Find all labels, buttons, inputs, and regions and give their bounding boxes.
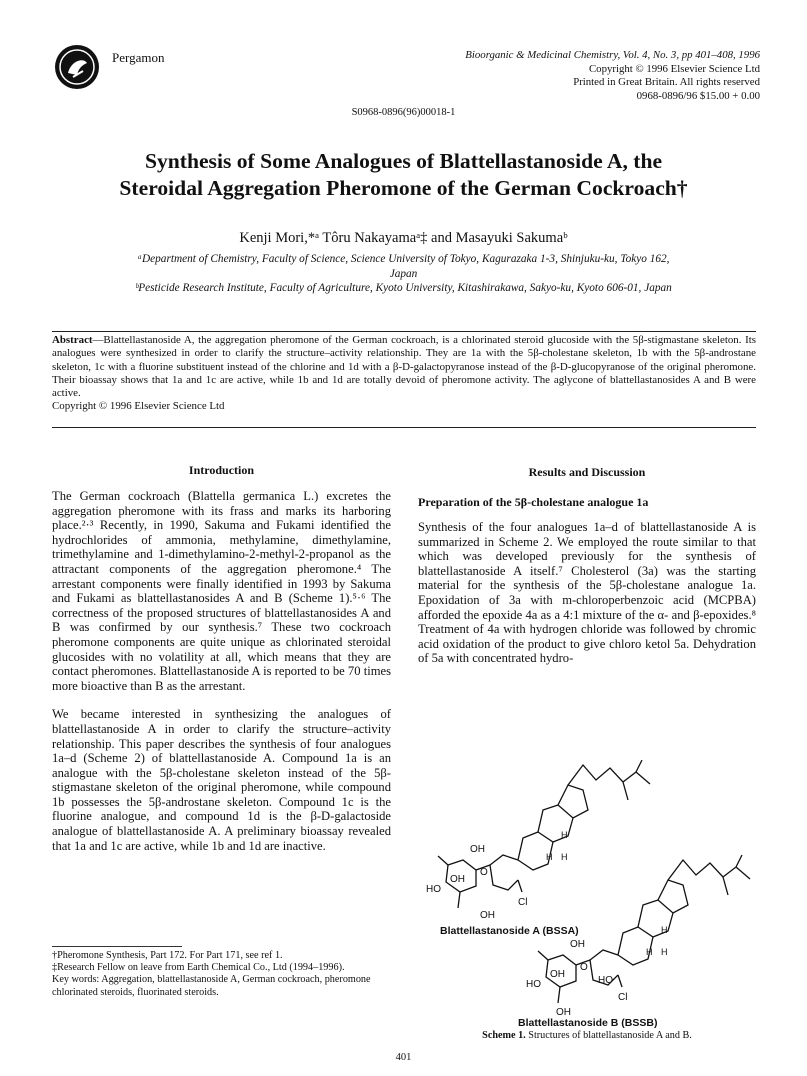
bssa-h-2: H: [546, 852, 553, 862]
intro-paragraph-1: The German cockroach (Blattella germanica L.) excretes the aggregation pheromone with its frass and marks its harboring place.²·³ Recently, in 1990, Sakuma and Fukami identified the hydrochlorides of ammonia, methylamine, dimethylamine, trimethylamine and 1-dimethylamino-2-methyl-2-propanol as the attractant components of the aggregation pheromone.⁴ The arrestant components were finally identified in 1993 by Sakuma and Fukami as blattellastanosides A and B (Scheme 1).⁵·⁶ The correctness of the proposed structures of blattellastanosides A and B was confirmed by our synthesis.⁷ These two cockroach pheromone components are quite unique as chlorinated steroidal glucosides with no volatility at all, which means that they are contact pheromones. Blattellastanoside A is reported to be 70 times more bioactive than B as the arrestant.: [52, 489, 391, 693]
article-identifier: S0968-0896(96)00018-1: [351, 107, 456, 118]
footnotes: [52, 950, 391, 999]
results-heading: Results and Discussion: [528, 465, 646, 479]
bssa-h-3: H: [561, 852, 568, 862]
bssb-oh-bottom: OH: [556, 1007, 571, 1018]
journal-info: [380, 49, 760, 103]
bssa-name: Blattellastanoside A (BSSA): [440, 925, 579, 937]
caption-label: Scheme 1.: [482, 1030, 526, 1041]
affiliation-b: ᵇPesticide Research Institute, Faculty of Agriculture, Kyoto University, Kitashirakawa, Sakyo-ku, Kyoto 606-01, Japan: [135, 282, 672, 294]
introduction-heading: Introduction: [188, 463, 255, 477]
scheme-1-structures: [418, 760, 756, 1030]
bssa-h-1: H: [561, 830, 568, 840]
footnote-rule: [52, 946, 182, 947]
scheme-caption: [418, 1030, 756, 1041]
bssb-h-3: H: [661, 947, 668, 957]
paper-title: [60, 148, 747, 202]
bssb-name: Blattellastanoside B (BSSB): [518, 1017, 658, 1029]
keywords: Key words: Aggregation, blattellastanoside A, German cockroach, pheromone chlorinated steroids, fluorinated steroids.: [52, 974, 371, 998]
bssa-cl: Cl: [518, 897, 528, 908]
bssa-ho: HO: [426, 884, 441, 895]
results-subheading: Preparation of the 5β-cholestane analogue 1a: [418, 495, 649, 509]
bssb-h-1: H: [661, 925, 668, 935]
publisher-name: Pergamon: [112, 50, 165, 65]
bssa-oh-top: OH: [470, 844, 485, 855]
printed-line: Printed in Great Britain. All rights reserved: [573, 76, 760, 89]
footnote-2: ‡Research Fellow on leave from Earth Chemical Co., Ltd (1994–1996).: [52, 962, 345, 974]
abstract-copyright: Copyright © 1996 Elsevier Science Ltd: [52, 400, 225, 413]
affiliation-a-country: Japan: [389, 267, 418, 280]
bssb-ho-left: HO: [526, 979, 541, 990]
page-number: 401: [395, 1052, 412, 1063]
affiliation-a: ᵃDepartment of Chemistry, Faculty of Science, Science University of Tokyo, Kagurazaka 1-3, Shinjuku-ku, Tokyo 162,: [137, 253, 670, 265]
price-line: 0968-0896/96 $15.00 + 0.00: [636, 89, 760, 102]
bssb-cl: Cl: [618, 992, 628, 1003]
results-body: [418, 520, 756, 680]
abstract-bottom-rule: [52, 427, 756, 428]
footnote-1: †Pheromone Synthesis, Part 172. For Part 171, see ref 1.: [52, 950, 283, 961]
bssa-oh-ring: OH: [450, 874, 465, 885]
bssa-o: O: [480, 867, 488, 878]
caption-text: Structures of blattellastanoside A and B.: [525, 1030, 692, 1041]
bssb-ho-right: HO: [598, 975, 613, 986]
bssb-o: O: [580, 962, 588, 973]
abstract-label: Abstract: [52, 334, 93, 346]
abstract-text: —Blattellastanoside A, the aggregation pheromone of the German cockroach, is a chlorinated steroid glucoside with the 5β-stigmastane skeleton. Its analogues were synthesized in order to clarify the structure–activity relationship. They are 1a with the 5β-cholestane skeleton, 1b with the 5β-androstane skeleton, 1c with a fluorine substituent instead of the chlorine and 1d with a β-D-galactopyranose instead of the β-D-glucopyranose of the original pheromone. Their bioassay shows that 1a and 1c are active, while 1b and 1d are totally devoid of pheromone activity. The aglycone of blattellastanosides A and B were active.: [52, 334, 756, 400]
title-line-1: Synthesis of Some Analogues of Blattellastanoside A, the: [144, 149, 663, 173]
author-list: Kenji Mori,*ᵃ Tôru Nakayamaᵃ‡ and Masayuki Sakumaᵇ: [239, 230, 568, 246]
results-paragraph-1: Synthesis of the four analogues 1a–d of blattellastanoside A is summarized in Scheme 2. We employed the route similar to that which was developed previously for the synthesis of blattellastanoside A itself.⁷ Cholesterol (3a) was the starting material for the synthesis of the 5β-cholestane analogue 1a. Epoxidation of 3a with m-chloroperbenzoic acid (MCPBA) afforded the epoxide 4a as a 4:1 mixture of the α- and β-epoxides.⁸ Treatment of 4a with hydrogen chloride was followed by chromic acid oxidation of the product to give chloro ketol 5a. Dehydration of 5a with concentrated hydro-: [418, 520, 756, 666]
copyright-line: Copyright © 1996 Elsevier Science Ltd: [588, 62, 760, 75]
abstract: [52, 334, 756, 414]
abstract-top-rule: [52, 331, 756, 332]
bssb-h-2: H: [646, 947, 653, 957]
pergamon-logo: [53, 43, 101, 91]
bssb-oh-top: OH: [570, 939, 585, 950]
bssa-oh-bottom: OH: [480, 910, 495, 921]
bssb-oh-ring: OH: [550, 969, 565, 980]
introduction-body: [52, 489, 391, 867]
intro-paragraph-2: We became interested in synthesizing the analogues of blattellastanoside A in order to clarify the structure–activity relationship. This paper describes the synthesis of four analogues 1a–d (Scheme 2) of blattellastanoside A. Compound 1a is an analogue with the 5β-cholestane skeleton instead of the 5β-stigmastane skeleton of the original pheromone, while compound 1b possesses the 5β-androstane skeleton. Compound 1c is the fluorine analogue, and compound 1d is the β-D-galactoside analogue of blattellastanoside A. A preliminary bioassay revealed that 1a and 1c are active, while 1b and 1d are inactive.: [52, 707, 391, 853]
affiliations: [68, 252, 739, 296]
blattellastanoside-a-structure: [438, 760, 650, 908]
title-line-2: Steroidal Aggregation Pheromone of the German Cockroach†: [119, 176, 688, 200]
journal-citation: Bioorganic & Medicinal Chemistry, Vol. 4, No. 3, pp 401–408, 1996: [465, 49, 760, 61]
